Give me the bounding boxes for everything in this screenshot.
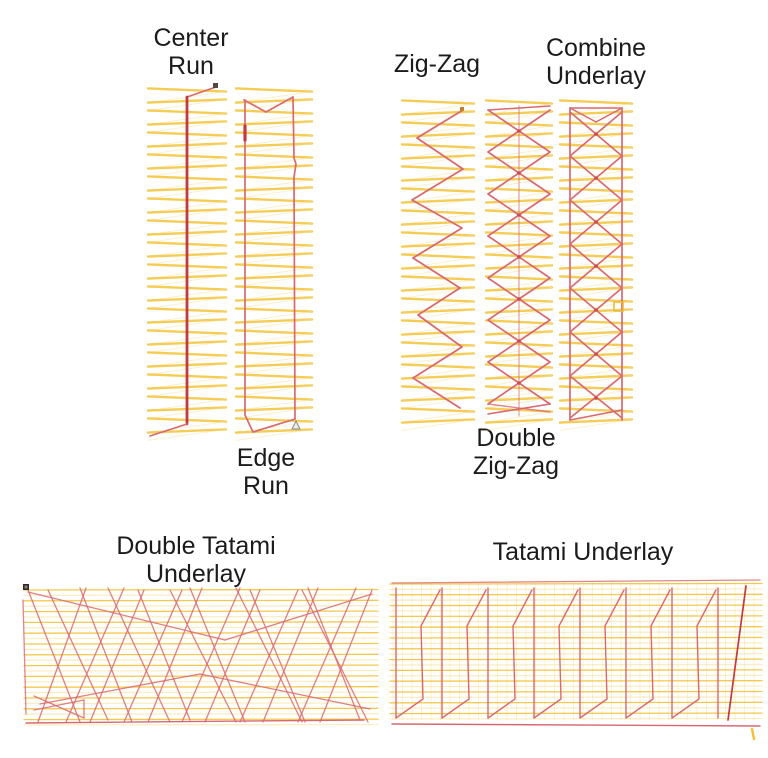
- panel-center-run: [146, 82, 228, 442]
- label-combine-line2: Underlay: [545, 62, 647, 90]
- label-combine-line1: Combine: [545, 34, 647, 62]
- panel-tatami: [388, 576, 764, 742]
- label-edge-run-line2: Run: [243, 472, 289, 500]
- label-combine-underlay: [546, 34, 646, 90]
- label-tatami-line1: Tatami Underlay: [492, 538, 674, 566]
- panel-combine: [558, 96, 634, 426]
- label-center-run: [153, 24, 228, 80]
- panel-edge-run: [234, 82, 314, 442]
- label-edge-run-line1: Edge: [236, 444, 296, 472]
- label-tatami: [493, 538, 674, 566]
- label-center-run-line2: Run: [168, 52, 214, 80]
- label-edge-run: [237, 444, 295, 500]
- label-zigzag: [394, 50, 480, 78]
- label-center-run-line1: Center: [153, 24, 229, 52]
- panel-double-zigzag: [484, 96, 554, 426]
- label-double-zigzag: [473, 424, 559, 480]
- panel-double-tatami: [20, 582, 382, 732]
- label-double-zigzag-line1: Double: [476, 424, 556, 452]
- label-double-zigzag-line2: Zig-Zag: [472, 452, 560, 480]
- label-double-tatami: [116, 532, 275, 588]
- label-zigzag-line1: Zig-Zag: [393, 50, 481, 78]
- panel-zigzag: [400, 96, 476, 426]
- label-double-tatami-line1: Double Tatami: [116, 532, 276, 560]
- label-double-tatami-line2: Underlay: [145, 560, 247, 588]
